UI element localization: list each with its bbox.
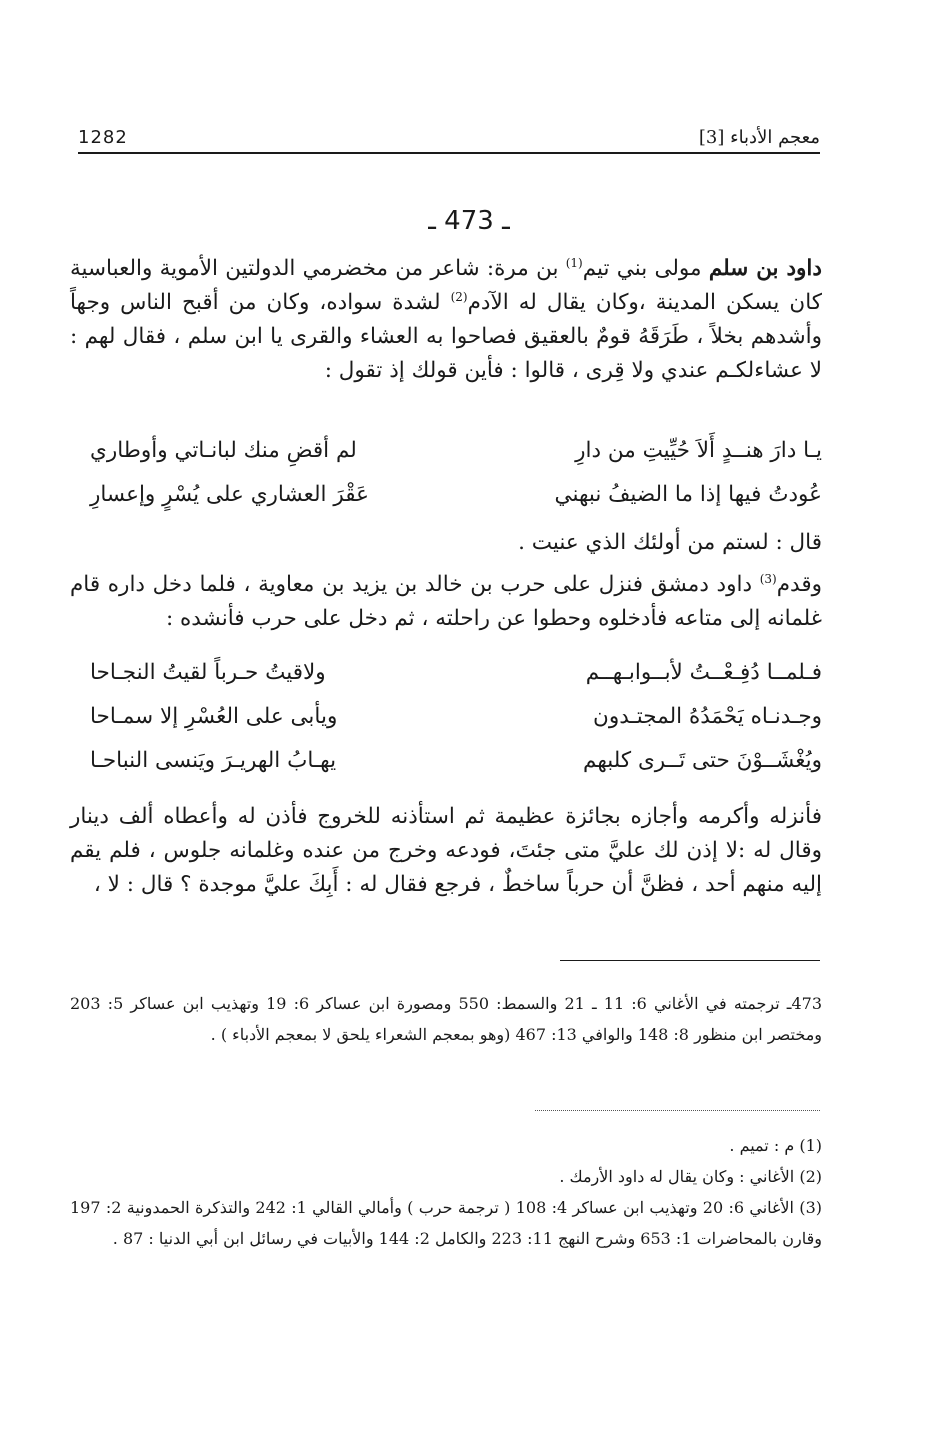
footnote-ref-3: (3) [759,571,777,586]
entry-paragraph-3 [70,800,822,902]
verse-first-hemistich: فـلمــا دُفِـعْــتُ لأبــوابـهــم [585,659,822,685]
paragraph-text: مولى بني تيم [582,256,709,281]
verse-line [90,472,822,516]
page-number: 1282 [78,127,128,148]
entry-number: ـ 473 ـ [428,206,510,236]
header-rule [78,152,820,154]
paragraph-text: قال : لستم من أولئك الذي عنيت . [518,530,822,555]
verse-second-hemistich: يهـابُ الهريـرَ ويَنسى النباحـا [90,747,337,773]
verse-first-hemistich: وجـدنـاه يَحْمَدُهُ المجتـدون [593,703,822,729]
verse-line [90,694,822,738]
footnote-1: (1) م : تميم . [729,1136,822,1155]
paragraph-text: لشدة سواده، وكان من أقبح الناس وجهاً وأشدهم بخلاً ، طَرَقَهُ قومٌ بالعقيق فصاحوا به العشاء والقرى يا ابن سلم ، فقال لهم : لا عشاءلكـم عندي ولا قِرى ، قالوا : فأين قولك إذ تقول : [70,290,822,383]
paragraph-text: بن مرة: شاعر من مخضرمي الدولتين الأموية والعباسية كان يسكن المدينة ،وكان يقال له الآدم [70,256,822,315]
entry-subject-name: داود بن سلم [708,256,822,281]
said-line [70,526,822,560]
poem-2 [90,650,822,782]
verse-line [90,428,822,472]
dotted-separator [535,1110,820,1111]
footnotes [70,1130,822,1254]
verse-second-hemistich: لم أقضِ منك لبانـاتي وأوطاري [90,437,357,463]
paragraph-text: فأنزله وأكرمه وأجازه بجائزة عظيمة ثم استأذنه للخروج فأذن له وأعطاه ألف دينار وقال له :لا إذن لك عليَّ متى جئتَ، فودعه وخرج من عنده وغلمانه جلوس ، فلم يقم إليه منهم أحد ، فظنَّ أن حرباً ساخطٌ ، فرجع فقال له : أَبِكَ عليَّ موجدة ؟ قال : لا ، [70,804,822,897]
running-header [78,118,820,148]
entry-paragraph-1 [70,252,822,388]
verse-first-hemistich: عُودتُ فيها إذا ما الضيفُ نبهني [554,481,822,507]
paragraph-text: داود دمشق فنزل على حرب بن خالد بن يزيد بن معاوية ، فلما دخل داره قام غلمانه إلى متاعه فأدخلوه وحطوا عن راحلته ، ثم دخل على حرب فأنشده : [70,572,822,631]
paragraph-text: وقدم [776,572,822,597]
verse-line [90,738,822,782]
entry-paragraph-2 [70,568,822,636]
footnote-rule [560,960,820,961]
verse-first-hemistich: يـا دارَ هنــدٍ أَلاَ حُيِّيتِ من دارِ [575,437,822,463]
verse-first-hemistich: ويُغْشَــوْنَ حتى تَــرى كلبهم [583,747,822,773]
verse-second-hemistich: ويأبى على العُسْرِ إلا سمـاحا [90,703,338,729]
footnote-ref-1: (1) [565,255,583,270]
verse-second-hemistich: عَقْرَ العشاري على يُسْرٍ وإعسارِ [90,481,369,507]
poem-1 [90,428,822,516]
sources-note [70,988,822,1050]
sources-text: 473ـ ترجمته في الأغاني 6: 11 ـ 21 والسمط: 550 ومصورة ابن عساكر 6: 19 وتهذيب ابن عساكر 5: 203 ومختصر ابن منظور 8: 148 والوافي 13: 467 (وهو بمعجم الشعراء يلحق لا بمعجم الأدباء ) . [70,994,823,1044]
footnote-ref-2: (2) [450,289,468,304]
footnote-2: (2) الأغاني : وكان يقال له داود الأرمك . [559,1167,822,1186]
footnote-3: (3) الأغاني 6: 20 وتهذيب ابن عساكر 4: 108 ( ترجمة حرب ) وأمالي القالي 1: 242 والتذكرة الحمدونية 2: 197 وقارن بالمحاضرات 1: 653 وشرح النهج 11: 223 والكامل 2: 144 والأبيات في رسائل ابن أبي الدنيا : 87 . [70,1198,822,1248]
verse-second-hemistich: ولاقيتُ حـرباً لقيتُ النجـاحا [90,659,326,685]
running-title: معجم الأدباء [3] [698,127,820,148]
verse-line [90,650,822,694]
